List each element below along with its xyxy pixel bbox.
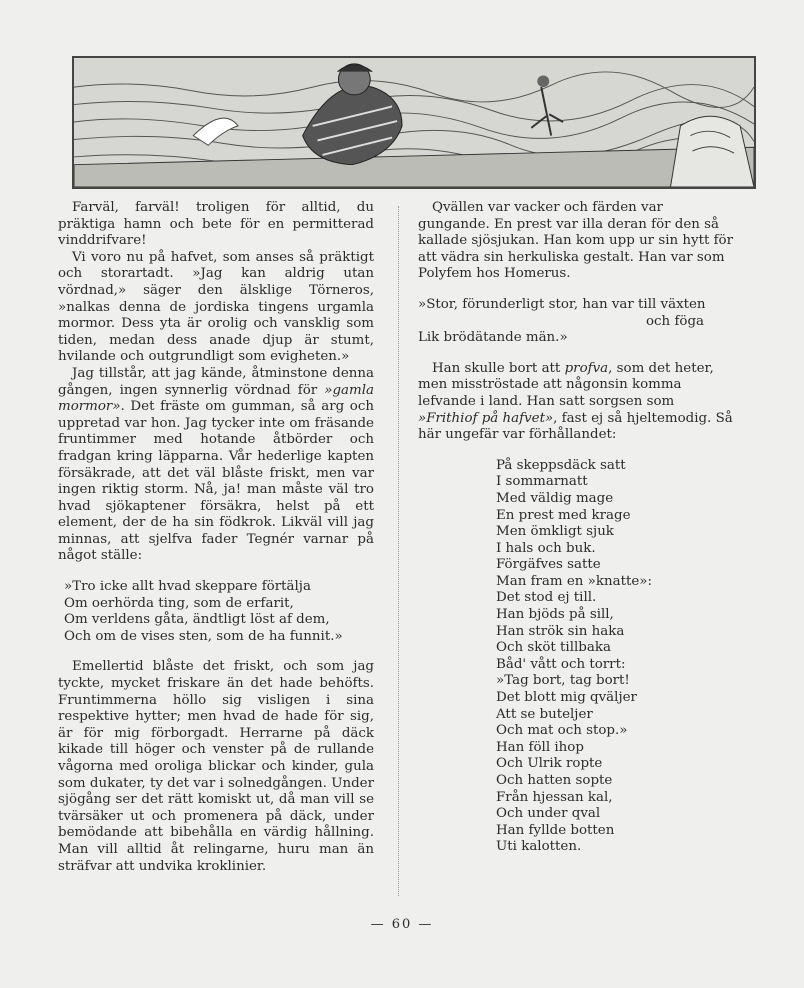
right-column [418,200,736,856]
verse-line: och föga [646,313,705,329]
poem-line: I sommarnatt [496,474,588,490]
poem-line: Och Ulrik ropte [496,756,603,772]
text-run: . Det fräste om gumman, så arg och uppretad var hon. Jag tycker inte om fräsande fruntimmer med hotande åtbörder och fradgan kring läpparna. Vår hederlige kapten försäkrade, att det väl blåste friskt, men var ingen riktig storm. Nå, ja! man måste väl tro hvad sjökaptener försäkra, helst på ett element, der de ha sin födkrok. Likväl vill jag minnas, att sjelfva fader Tegnér varnar på något ställe: [58,399,374,564]
quote-line: »Tro icke allt hvad skeppare förtälja [64,579,311,595]
poem-line: Man fram en »knatte»: [496,573,652,589]
quote-line: Om verldens gåta, ändtligt löst af dem, [64,612,330,628]
paragraph: Farväl, farväl! troligen för alltid, du präktiga hamn och bete för en permitterad vinddrifvare! [58,200,374,249]
paragraph [58,366,374,565]
text-run: Han skulle bort att [432,360,561,376]
poem-line: Och hatten sopte [496,773,613,788]
verse-line: Lik brödätande män.» [418,330,568,346]
poem-line: Det stod ej till. [496,590,597,606]
poem-line: Från hjessan kal, [496,789,613,805]
poem-line: Men ömkligt sjuk [496,524,614,540]
column-divider [398,206,399,896]
quote-line: Och om de vises sten, som de ha funnit.» [64,628,343,644]
verse-line: »Stor, förunderligt stor, han var till växten [418,296,706,312]
poem-line: Han bjöds på sill, [496,607,614,623]
ship-deck-illustration [72,56,756,189]
poem-line: Och sköt tillbaka [496,640,611,656]
text-run: , fast ej så hjeltemodig. Så här ungefär var förhållandet: [418,410,733,443]
poem-line: En prest med krage [496,507,631,523]
poem-line: Uti kalotten. [496,839,582,855]
text-run: Jag tillstår, att jag kände, åtminstone denna gången, ingen synnerlig vördnad för [58,365,374,398]
text-run: , som det heter, men misströstade att någonsin komma lefvande i land. Han satt sorgsen som [418,360,714,409]
emphasis: »Frithiof på hafvet» [418,410,554,426]
emphasis: »gamla mormor» [58,382,374,415]
tegner-quote [58,579,374,645]
poem-line: Att se buteljer [496,706,593,722]
paragraph: Vi voro nu på hafvet, som anses så präktigt och storartadt. »Jag kan aldrig utan vördnad,» säger den älsklige Törneros, »nalkas denna de jordiska tingens urgamla mormor. Dess yta är orolig och vansklig som tiden, medan dess anade djup är stumt, hvilande och outgrundligt som evigheten.» [58,249,374,365]
poem-line: Och mat och stop.» [496,723,628,739]
poem [418,458,736,856]
left-column [58,200,374,875]
poem-line: På skeppsdäck satt [496,457,626,473]
poem-line: Med väldig mage [496,490,614,506]
poem-line: Det blott mig qväljer [496,690,637,706]
poem-line: Och under qval [496,806,601,822]
page-number: — 60 — [370,917,434,932]
poem-line: Förgäfves satte [496,557,601,573]
paragraph: Emellertid blåste det friskt, och som jag tyckte, mycket friskare än det hade behöfts. Fruntimmerna höllo sig visligen i sina respektive hytter; men hvad de hade för sig, är för mig förborgadt. Herrarne på däck kikade till höger och venster på de rullande vågorna med oroliga blickar och kinder, gula som dukater, ty det var i solnedgången. Under sjögång ser det rätt komiskt ut, då man vill se tvärsäker ut och promenera på däck, under bemödande att bibehålla en värdig hållning. Man vill alltid åt relingarne, huru man än sträfvar att undvika kroklinier. [58,659,374,874]
poem-line: I hals och buk. [496,540,596,556]
quote-line: Om oerhörda ting, som de erfarit, [64,595,294,611]
poem-line: Han föll ihop [496,739,584,755]
paragraph: Qvällen var vacker och färden var gungande. En prest var illa deran för den så kallade sjösjukan. Han kom upp ur sin hytt för att vädra sin herkuliska gestalt. Han var som Polyfem hos Homerus. [418,200,734,282]
poem-line: Båd' vått och torrt: [496,656,626,672]
poem-line: »Tag bort, tag bort! [496,673,630,689]
paragraph [418,361,736,444]
emphasis: profva [564,360,609,376]
poem-line: Han fyllde botten [496,822,615,838]
poem-line: Han strök sin haka [496,623,625,639]
